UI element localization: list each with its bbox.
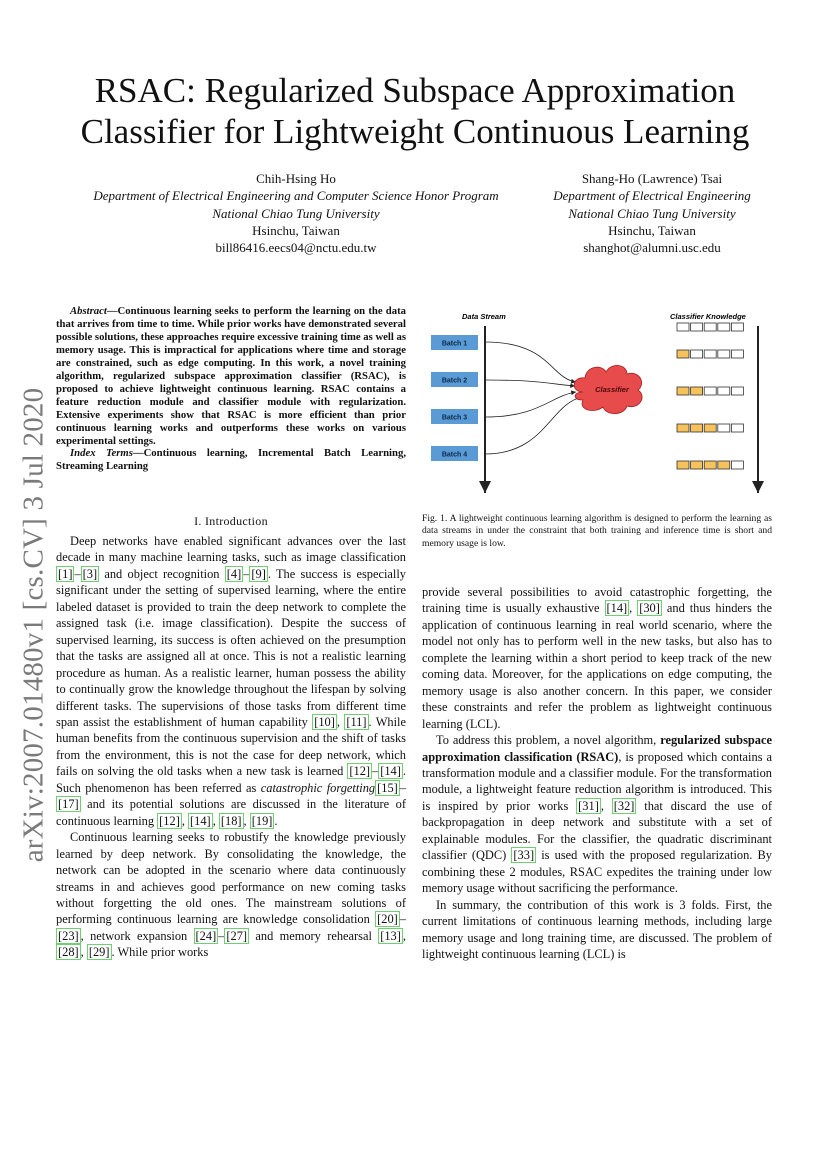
figure-1 — [420, 300, 774, 505]
citation-link[interactable]: [18] — [220, 813, 242, 828]
knowledge-rows — [677, 323, 743, 469]
knowledge-cell — [731, 387, 743, 395]
author-email[interactable]: bill86416.eecs04@nctu.edu.tw — [215, 240, 377, 256]
right-column-body — [422, 584, 772, 962]
author-department: Department of Electrical Engineering — [553, 188, 751, 204]
knowledge-cell — [718, 387, 730, 395]
arxiv-side-label — [4, 380, 64, 870]
author-block-1 — [60, 170, 532, 256]
knowledge-cell — [677, 323, 689, 331]
citation-link[interactable]: [20] — [377, 912, 398, 927]
citation-link[interactable]: [28] — [58, 945, 79, 960]
svg-text:Batch 1: Batch 1 — [441, 340, 468, 348]
knowledge-cell — [704, 350, 716, 358]
abstract-text: —Continuous learning seeks to perform the learning on the data that arrives from time to time. While prior works have demonstrated several possible solutions, these approaches require excessive training time as well as memory usage. This is impractical for applications where time and storage are constrained, such as edge computing. In this work, a novel training algorithm, regularized subspace approximation classifier (RSAC), is proposed to achieve lightweight continuous learning. RSAC contains a feature reduction module and classifier module with regularization. Extensive experiments show that RSAC is more efficient than prior continuous learning works and outperforms these works on various experimental settings. — [56, 305, 407, 447]
author-name: Shang-Ho (Lawrence) Tsai — [581, 171, 723, 186]
citation-link[interactable]: [32] — [613, 798, 635, 813]
citation-link[interactable]: [23] — [58, 928, 79, 943]
citation-link[interactable]: [19] — [251, 813, 273, 828]
knowledge-cell — [691, 424, 703, 432]
batch-box — [431, 372, 478, 387]
knowledge-cell — [718, 461, 730, 469]
citation-link[interactable]: [14] — [380, 764, 401, 779]
citation-link[interactable]: [29] — [88, 945, 110, 960]
author-name: Chih-Hsing Ho — [256, 171, 336, 186]
svg-text:Batch 2: Batch 2 — [441, 377, 468, 385]
author-department: Department of Electrical Engineering and Computer Science Honor Program — [93, 188, 499, 204]
index-terms-text: —Continuous learning, Incremental Batch Learning, Streaming Learning — [56, 447, 406, 473]
classifier-label: Classifier — [595, 385, 629, 394]
figure-caption: Fig. 1. A lightweight continuous learning algorithm is designed to perform the learning as data streams in under the constraint that both training and inference time is short and memory usage is low. — [422, 513, 772, 549]
classifier-cloud — [574, 365, 642, 413]
citation-link[interactable]: [30] — [639, 601, 660, 616]
citation-link[interactable]: [27] — [226, 928, 248, 943]
section-heading: I. Introduction — [194, 514, 268, 528]
knowledge-cell — [677, 387, 689, 395]
classifier-knowledge-label: Classifier Knowledge — [670, 312, 746, 321]
knowledge-cell — [718, 323, 730, 331]
paragraph: Continuous learning seeks to robustify the knowledge previously learned by deep network. By consolidating the knowledge, the network can be adopted in the scenario where data continuously streams in and achieves good performance on new coming tasks without forgetting the old ones. The mainstream solutions of performing continuous learning are knowledge consolidation [20] –[23] , network expansion [24] – [27] and memory rehearsal [13] , [28] , [29] . While prior works — [56, 830, 406, 960]
knowledge-cell — [731, 424, 743, 432]
knowledge-cell — [704, 387, 716, 395]
citation-link[interactable]: [13] — [380, 928, 401, 943]
knowledge-cell — [677, 350, 689, 358]
knowledge-cell — [704, 323, 716, 331]
svg-text:Batch 3: Batch 3 — [441, 414, 468, 422]
batch-box — [431, 409, 478, 424]
citation-link[interactable]: [12] — [349, 764, 371, 779]
knowledge-cell — [677, 461, 689, 469]
citation-link[interactable]: [10] — [314, 714, 335, 729]
paragraph: Deep networks have enabled significant advances over the last decade in many machine learning tasks, such as image classification [1] – [3] and object recognition [4] – [9] . The success is especially significant under the setting of supervised learning, where the entire labeled dataset is provided to train the deep network to complete the assigned task (i.e. image classification). Despite the success of supervised learning, its success is often achieved on the presumption that the tasks are assigned all at once. This is not a realistic learning procedure as human. As a realistic learner, human possess the ability to continually grow the knowledge throughout the lifespan by solving different tasks. The supervisions of those tasks from different time span assist the establishment of human capability [10] , [11] . While human benefits from the continuous supervision and the shift of tasks from the environment, this is not the case for deep network, which fails on solving the old tasks when a new task is learned [12] – [14] . Such phenomenon has been referred as catastrophic forgetting [15] –[17] and its potential solutions are discussed in the literature of continuous learning [12] , [14] , [18] , [19] . — [56, 534, 406, 828]
citation-link[interactable]: [4] — [226, 566, 242, 581]
author-university: National Chiao Tung University — [212, 205, 380, 221]
knowledge-cell — [691, 323, 703, 331]
citation-link[interactable]: [3] — [82, 566, 98, 581]
paragraph: provide several possibilities to avoid catastrophic forgetting, the training time is usually exhaustive [14] , [30] and thus hinders the application of continuous learning in real world scenario, where the model not only has to perform well in the new tasks, but also has to complete the learning within a short period to keep track of the new coming data. Moreover, for the applications on edge computing, the memory usage is also another concern. In this paper, we consider these constraints and refer the problem as lightweight continuous learning (LCL). — [422, 585, 772, 731]
data-stream-label: Data Stream — [462, 312, 506, 321]
author-block-2 — [532, 170, 772, 256]
citation-link[interactable]: [1] — [58, 566, 73, 581]
knowledge-cell — [691, 461, 703, 469]
knowledge-cell — [691, 350, 703, 358]
citation-link[interactable]: [12] — [159, 813, 180, 828]
abstract — [56, 305, 406, 473]
figure-diagram — [420, 300, 774, 505]
flow-arrows — [485, 342, 582, 454]
paper-title: RSAC: Regularized Subspace Approximation Classifier for Lightweight Continuous Learning — [80, 71, 750, 151]
author-email[interactable]: shanghot@alumni.usc.edu — [583, 240, 721, 256]
abstract-label: Abstract — [70, 305, 107, 317]
batch-box — [431, 335, 478, 350]
knowledge-cell — [677, 424, 689, 432]
knowledge-cell — [704, 424, 716, 432]
batch-box — [431, 446, 478, 461]
citation-link[interactable]: [33] — [513, 848, 535, 863]
arxiv-identifier: arXiv:2007.01480v1 [cs.CV] 3 Jul 2020 — [17, 387, 50, 863]
knowledge-cell — [691, 387, 703, 395]
left-column-body — [56, 533, 406, 961]
citation-link[interactable]: [14] — [190, 813, 211, 828]
knowledge-cell — [731, 323, 743, 331]
author-university: National Chiao Tung University — [568, 205, 736, 221]
paragraph: To address this problem, a novel algorithm, regularized subspace approximation classification (RSAC), is proposed which contains a transformation module and a classifier module. For the transformation module, a lightweight feature reduction algorithm is introduced. This is inspired by prior works [31] , [32] that discard the use of backpropagation in deep network and substitute with a set of explainable modules. For the classifier, the quadratic discriminant classifier (QDC) [33] is used with the proposed regularization. By combining these 2 modules, RSAC expedites the training under low memory usage without sacrificing the performance. — [422, 733, 772, 896]
citation-link[interactable]: [31] — [578, 798, 599, 813]
knowledge-cell — [718, 350, 730, 358]
author-city: Hsinchu, Taiwan — [608, 222, 696, 238]
citation-link[interactable]: [9] — [251, 566, 266, 581]
index-terms-label: Index Terms — [70, 447, 133, 460]
citation-link[interactable]: [11] — [346, 714, 367, 729]
author-city: Hsinchu, Taiwan — [252, 222, 340, 238]
knowledge-cell — [731, 461, 743, 469]
knowledge-cell — [704, 461, 716, 469]
citation-link[interactable]: [24] — [195, 928, 217, 943]
knowledge-cell — [731, 350, 743, 358]
paragraph: In summary, the contribution of this work is 3 folds. First, the current limitations of continuous learning methods, including large memory usage and long training time, are discussed. The problem of lightweight continuous learning (LCL) is — [422, 897, 772, 961]
citation-link[interactable]: [14] — [606, 601, 628, 616]
citation-link[interactable]: [17] — [58, 797, 79, 812]
knowledge-cell — [718, 424, 730, 432]
svg-text:Batch 4: Batch 4 — [441, 451, 468, 459]
citation-link[interactable]: [15] — [377, 780, 398, 795]
